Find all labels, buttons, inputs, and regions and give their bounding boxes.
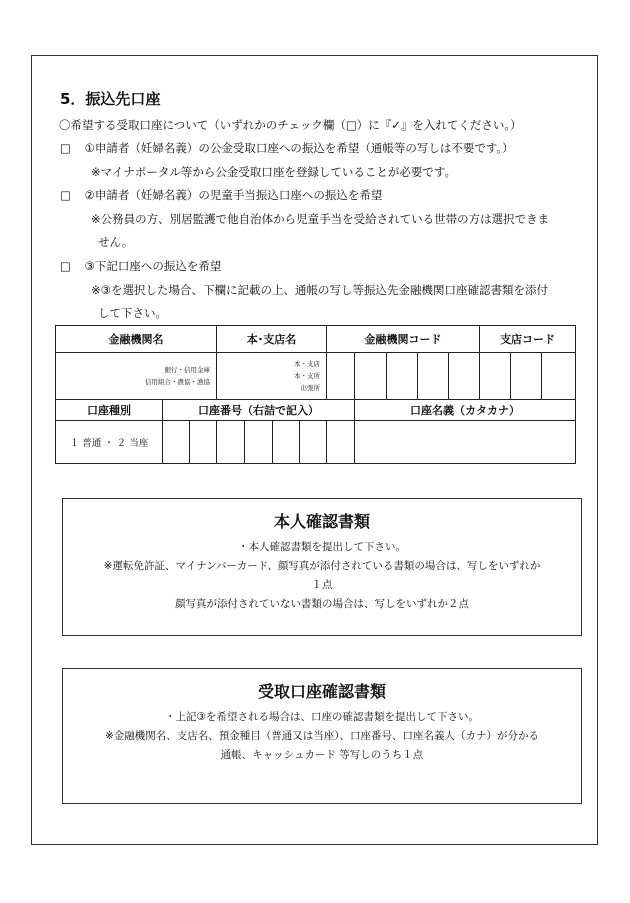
option-1 (60, 140, 514, 156)
institution-suffix-1: 銀行・信用金庫 (164, 366, 211, 374)
intro-text: 〇希望する受取口座について（いずれかのチェック欄（□）に『✓』を入れてください。） (59, 118, 522, 132)
branch-suffix-3: 出張所 (300, 384, 321, 392)
header-institution-code: 金融機関コード (327, 326, 480, 353)
header-branch-code: 支店コード (480, 326, 576, 353)
identity-line-4: 顔写真が添付されていない書類の場合は、写しをいずれか２点 (175, 598, 469, 610)
option-3 (60, 258, 221, 274)
option-1-label: ①申請者（妊婦名義）の公金受取口座への振込を希望（通帳等の写しは不要です。） (84, 141, 514, 155)
account-number-digit-1[interactable] (163, 421, 190, 464)
institution-code-digit-3[interactable] (387, 353, 418, 400)
option-1-note: ※マイナポータル等から公金受取口座を登録していることが必要です。 (91, 165, 456, 179)
account-type-select[interactable]: １ 普通 ・ ２ 当座 (56, 421, 163, 464)
account-number-digit-7[interactable] (327, 421, 355, 464)
account-number-digit-5[interactable] (273, 421, 300, 464)
option-2-note-line-1: ※公務員の方、別居監護で他自治体から児童手当を受給されている世帯の方は選択できま (91, 212, 550, 226)
option-2 (60, 187, 382, 203)
account-holder-input[interactable] (355, 421, 576, 464)
identity-line-1: ・本人確認書類を提出して下さい。 (238, 541, 406, 553)
institution-code-digit-1[interactable] (327, 353, 355, 400)
account-doc-line-2: ※金融機関名、支店名、預金種目（普通又は当座）、口座番号、口座名義人（カナ）が分かる (104, 730, 540, 742)
option-3-note-line-1: ※③を選択した場合、下欄に記載の上、通帳の写し等振込先金融機関口座確認書類を添付 (91, 283, 548, 297)
header-institution: 金融機関名 (56, 326, 217, 353)
option-2-label: ②申請者（妊婦名義）の児童手当振込口座への振込を希望 (84, 188, 383, 202)
institution-code-digit-4[interactable] (418, 353, 449, 400)
identity-document-box (62, 498, 582, 636)
identity-box-title: 本人確認書類 (273, 512, 370, 531)
institution-code-digit-5[interactable] (449, 353, 480, 400)
header-account-number: 口座番号（右詰で記入） (163, 400, 355, 421)
institution-suffix-2: 信用組合・農協・漁協 (145, 378, 211, 386)
account-number-digit-3[interactable] (217, 421, 245, 464)
account-doc-line-1: ・上記③を希望される場合は、口座の確認書類を提出して下さい。 (165, 711, 479, 723)
identity-line-3: １点 (311, 579, 333, 591)
option-3-label: ③下記口座への振込を希望 (84, 259, 222, 273)
branch-suffix-2: 本・支所 (294, 372, 321, 380)
branch-code-digit-3[interactable] (542, 353, 576, 400)
checkbox-option-1[interactable]: □ (60, 141, 71, 155)
identity-line-2: ※運転免許証、マイナンバーカード、顔写真が添付されている書類の場合は、写しをいずれか (103, 560, 541, 572)
option-2-note-line-2: せん。 (98, 235, 134, 249)
branch-name-input[interactable] (217, 353, 327, 400)
account-number-digit-6[interactable] (300, 421, 327, 464)
header-account-type: 口座種別 (56, 400, 163, 421)
account-document-box (62, 668, 582, 804)
institution-code-digit-2[interactable] (355, 353, 387, 400)
account-number-digit-4[interactable] (245, 421, 273, 464)
option-3-note-line-2: して下さい。 (98, 306, 167, 320)
account-doc-line-3: 通帳、キャッシュカード 等写しのうち１点 (220, 749, 424, 761)
institution-name-input[interactable] (56, 353, 217, 400)
branch-suffix-1: 本・支店 (294, 360, 321, 368)
section-heading: 5．振込先口座 (60, 90, 161, 108)
account-number-digit-2[interactable] (190, 421, 217, 464)
branch-code-digit-1[interactable] (480, 353, 511, 400)
header-branch: 本･支店名 (217, 326, 327, 353)
account-doc-box-title: 受取口座確認書類 (257, 682, 386, 701)
branch-code-digit-2[interactable] (511, 353, 542, 400)
account-table (55, 325, 576, 464)
checkbox-option-2[interactable]: □ (60, 188, 71, 202)
checkbox-option-3[interactable]: □ (60, 259, 71, 273)
header-account-holder: 口座名義（カタカナ） (355, 400, 576, 421)
